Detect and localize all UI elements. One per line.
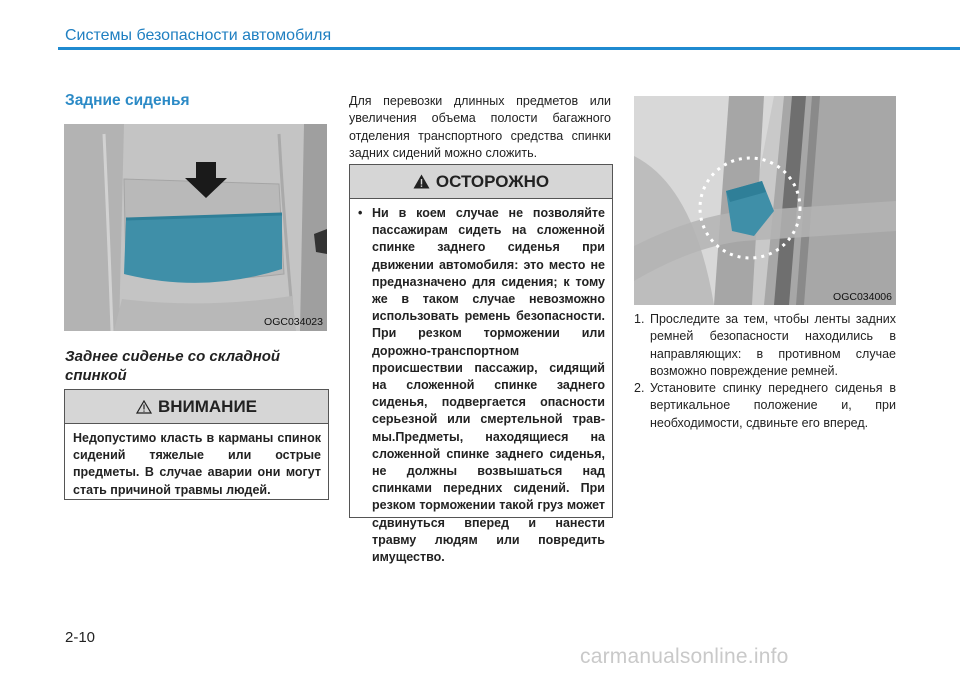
- section-title: Задние сиденья: [65, 92, 190, 109]
- notice-header: [65, 390, 328, 424]
- warning-body: [350, 199, 612, 572]
- warning-box: [349, 164, 613, 565]
- warning-text: Ни в коем случае не позволяйте пассажирам сидеть на сложенной спинке заднего сиденья при движении автомобиля: это место не предназначено для сидения; к тому же в таком случае невозможно использовать ремень безопасности. При резком торможении или дорожно-транспортном происшествии пассажир, сидящий на сложенной спинке заднего сиденья, подвергается опасности серьезной или смертельной травмы.Предметы, находящиеся на сложенной спинке заднего сиденья, не должны возвышаться над спинками передних сидений. При резком торможении такой груз может сдвинуться вперед и нанести травму людям или повредить имущество.: [372, 206, 605, 565]
- step-item: [634, 311, 896, 380]
- figure-caption-left: Заднее сиденье со складной спинкой: [65, 348, 281, 384]
- warning-heading: ОСТОРОЖНО: [435, 171, 550, 191]
- notice-box: [64, 389, 329, 500]
- seatbelt-guide-photo: [634, 96, 896, 305]
- figure-code-right: OGC034006: [833, 291, 892, 303]
- watermark: carmanualsonline.info: [580, 645, 789, 668]
- steps-list: [634, 311, 896, 432]
- step-number: 1.: [634, 312, 645, 326]
- step-item: [634, 380, 896, 432]
- warning-bullet-item: [358, 205, 605, 566]
- header-rule: [58, 47, 960, 50]
- warning-header: [350, 165, 612, 199]
- figure-code-left: OGC034023: [264, 316, 323, 328]
- notice-text: Недопустимо класть в карманы спинок сидений тяжелые или острые предметы. В случае аварии они могут стать причиной травмы людей.: [73, 431, 321, 497]
- warning-triangle-icon: [136, 400, 152, 414]
- warning-triangle-icon: [413, 174, 430, 189]
- step-number: 2.: [634, 381, 645, 396]
- notice-heading: ВНИМАНИЕ: [157, 396, 258, 416]
- seatbelt-guide-illustration: [634, 96, 896, 305]
- seat-pocket-photo: [64, 124, 327, 331]
- bullet-marker: •: [358, 206, 363, 220]
- intro-paragraph: Для перевозки длинных предметов или увеличения объема полости багажного отделения транспортного средства спинки задних сидений можно сложить.: [349, 94, 611, 160]
- page-number: 2-10: [65, 629, 96, 646]
- header-title: Системы безопасности автомобиля: [65, 27, 332, 44]
- step-text: Установите спинку переднего сиденья в вертикальное положение и, при необходимости, сдвиньте его вперед.: [650, 381, 896, 430]
- seat-pocket-illustration: [64, 124, 327, 331]
- step-text: Проследите за тем, чтобы ленты задних ремней безопасности находились в направляющих: в противном случае возможно повреждение ремней.: [650, 312, 896, 378]
